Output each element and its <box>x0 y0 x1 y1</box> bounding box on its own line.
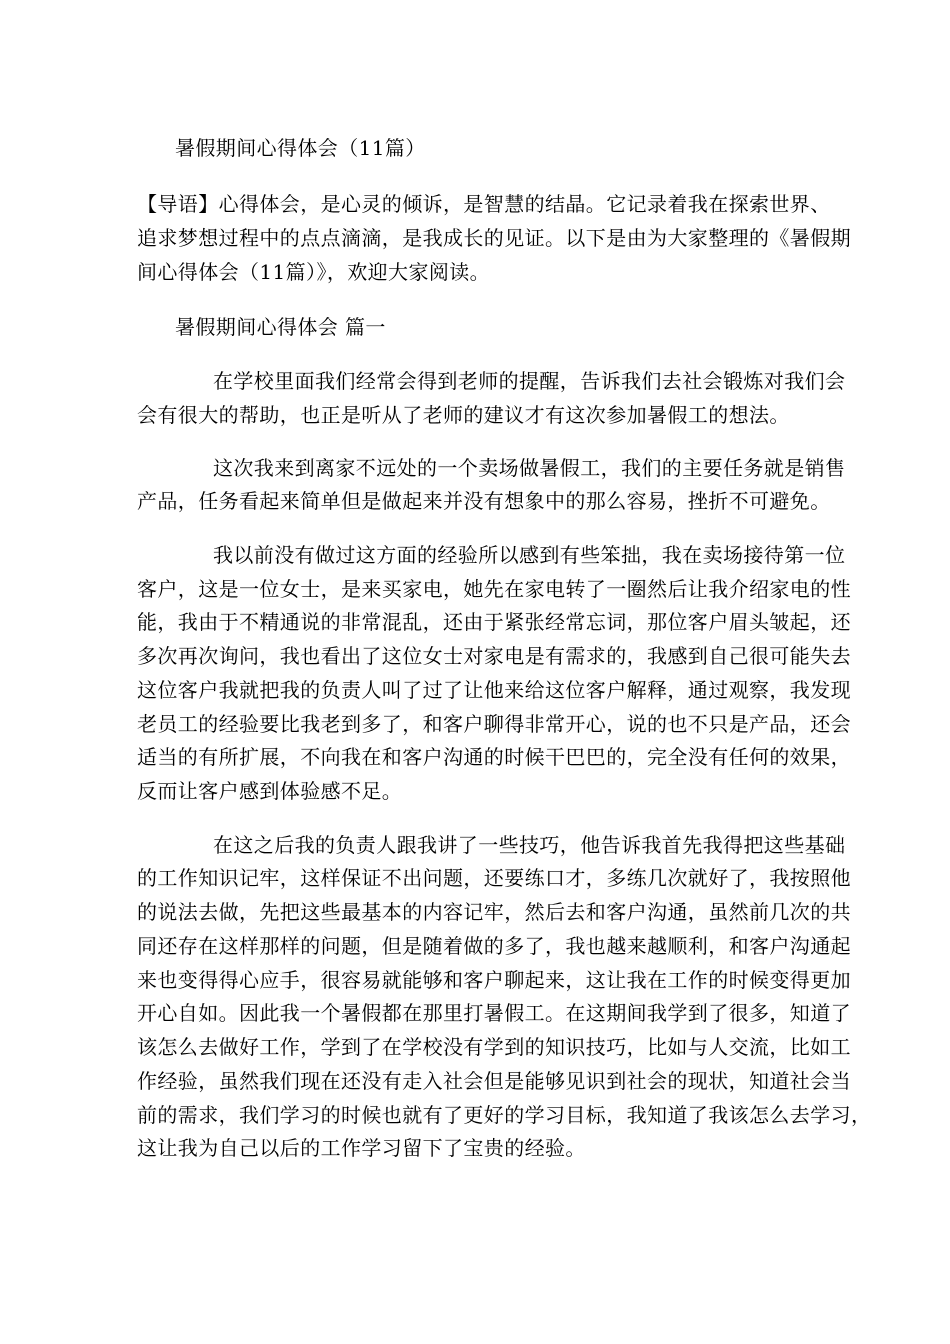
section-title: 暑假期间心得体会 篇一 <box>175 315 386 339</box>
paragraph-line: 产品，任务看起来简单但是做起来并没有想象中的那么容易，挫折不可避免。 <box>137 489 831 513</box>
intro-line: 间心得体会（11篇）》，欢迎大家阅读。 <box>137 260 491 284</box>
paragraph-line: 的说法去做，先把这些最基本的内容记牢，然后去和客户沟通，虽然前几次的共 <box>137 900 851 924</box>
document-title: 暑假期间心得体会（11篇） <box>175 136 426 160</box>
paragraph-line: 这次我来到离家不远处的一个卖场做暑假工，我们的主要任务就是销售 <box>213 456 846 480</box>
paragraph-line: 反而让客户感到体验感不足。 <box>137 779 403 803</box>
paragraph-line: 该怎么去做好工作，学到了在学校没有学到的知识技巧，比如与人交流，比如工 <box>137 1035 851 1059</box>
paragraph-line: 前的需求，我们学习的时候也就有了更好的学习目标，我知道了我该怎么去学习， <box>137 1103 872 1127</box>
paragraph-line: 的工作知识记牢，这样保证不出问题，还要练口才，多练几次就好了，我按照他 <box>137 866 851 890</box>
paragraph-line: 同还存在这样那样的问题，但是随着做的多了，我也越来越顺利，和客户沟通起 <box>137 934 851 958</box>
paragraph-line: 来也变得得心应手，很容易就能够和客户聊起来，这让我在工作的时候变得更加 <box>137 968 851 992</box>
paragraph-line: 会有很大的帮助，也正是听从了老师的建议才有这次参加暑假工的想法。 <box>137 403 790 427</box>
paragraph-line: 开心自如。因此我一个暑假都在那里打暑假工。在这期间我学到了很多，知道了 <box>137 1001 851 1025</box>
paragraph-line: 适当的有所扩展，不向我在和客户沟通的时候干巴巴的，完全没有任何的效果， <box>137 745 851 769</box>
paragraph-line: 这位客户我就把我的负责人叫了过了让他来给这位客户解释，通过观察，我发现 <box>137 678 851 702</box>
paragraph-line: 作经验，虽然我们现在还没有走入社会但是能够见识到社会的现状，知道社会当 <box>137 1069 851 1093</box>
intro-line: 追求梦想过程中的点点滴滴，是我成长的见证。以下是由为大家整理的《暑假期 <box>137 226 851 250</box>
paragraph-line: 在这之后我的负责人跟我讲了一些技巧，他告诉我首先我得把这些基础 <box>213 833 846 857</box>
paragraph-line: 我以前没有做过这方面的经验所以感到有些笨拙，我在卖场接待第一位 <box>213 543 846 567</box>
paragraph-line: 这让我为自己以后的工作学习留下了宝贵的经验。 <box>137 1136 586 1160</box>
paragraph-line: 能，我由于不精通说的非常混乱，还由于紧张经常忘词，那位客户眉头皱起，还 <box>137 610 851 634</box>
paragraph-line: 在学校里面我们经常会得到老师的提醒，告诉我们去社会锻炼对我们会 <box>213 369 846 393</box>
paragraph-line: 老员工的经验要比我老到多了，和客户聊得非常开心，说的也不只是产品，还会 <box>137 712 851 736</box>
intro-line: 【导语】心得体会，是心灵的倾诉，是智慧的结晶。它记录着我在探索世界、 <box>137 192 831 216</box>
paragraph-line: 多次再次询问，我也看出了这位女士对家电是有需求的，我感到自己很可能失去 <box>137 644 851 668</box>
paragraph-line: 客户，这是一位女士，是来买家电，她先在家电转了一圈然后让我介绍家电的性 <box>137 577 851 601</box>
